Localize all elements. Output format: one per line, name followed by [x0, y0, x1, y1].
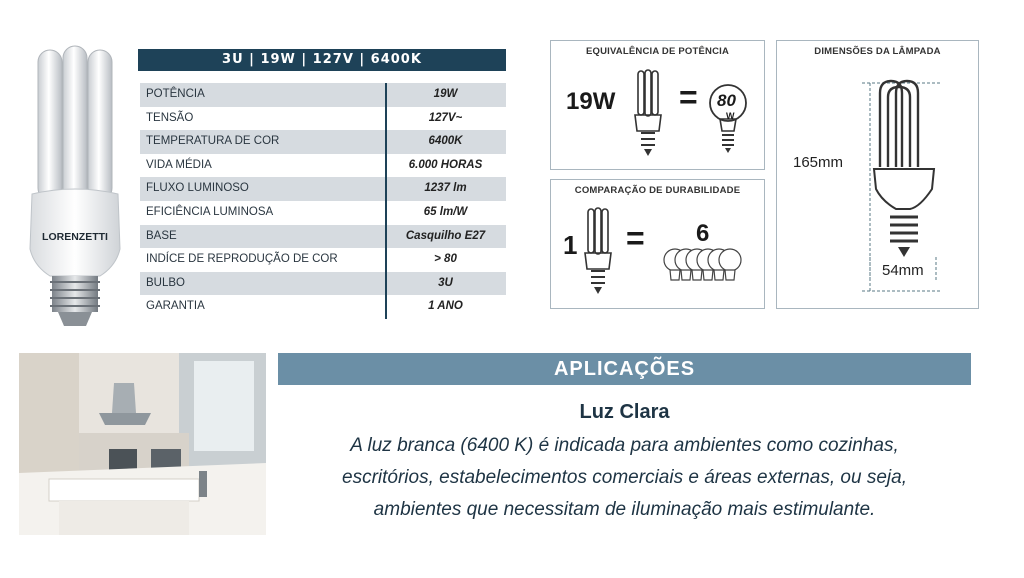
cfl-watts: 19W: [566, 88, 616, 115]
description-line-1: A luz branca (6400 K) é indicada para ambientes como cozinhas,: [350, 435, 899, 456]
spec-divider: [385, 83, 387, 319]
spec-label: TEMPERATURA DE COR: [146, 135, 280, 148]
dimension-width: 54mm: [882, 262, 924, 279]
spec-table: [140, 83, 506, 319]
spec-value: > 80: [434, 253, 457, 266]
spec-label: INDÍCE DE REPRODUÇÃO DE COR: [146, 253, 338, 266]
spec-value: 6.000 HORAS: [408, 158, 483, 171]
power-equivalence-title: EQUIVALÊNCIA DE POTÊNCIA: [585, 46, 730, 57]
spec-label: TENSÃO: [146, 111, 194, 124]
description-line-2: escritórios, estabelecimentos comerciais e áreas externas, ou seja,: [342, 467, 907, 488]
dimension-height: 165mm: [793, 154, 844, 171]
cfl-lamp-icon: [633, 69, 663, 161]
spec-value: Casquilho E27: [405, 229, 486, 242]
applications-description: [278, 430, 971, 526]
spec-row: [140, 107, 506, 131]
durability-title: COMPARAÇÃO DE DURABILIDADE: [574, 185, 741, 196]
spec-value: 1 ANO: [428, 300, 463, 313]
spec-value: 19W: [433, 88, 458, 100]
cfl-lamp-small-icon: [583, 207, 613, 299]
applications-title: Luz Clara: [579, 401, 670, 423]
spec-label: EFICIÊNCIA LUMINOSA: [146, 205, 274, 218]
spec-value: 1237 lm: [424, 182, 467, 195]
spec-row: [140, 272, 506, 296]
spec-label: GARANTIA: [146, 300, 205, 313]
description-line-3: ambientes que necessitam de iluminação mais estimulante.: [373, 499, 876, 520]
power-equals: =: [679, 79, 698, 115]
incandescent-count: 6: [696, 220, 710, 247]
spec-value: 3U: [438, 276, 453, 289]
spec-row: [140, 201, 506, 225]
cfl-count: 1: [563, 230, 578, 260]
dimensions-title: DIMENSÕES DA LÂMPADA: [814, 46, 941, 57]
durability-equals: =: [626, 220, 645, 256]
incandescent-unit: W: [726, 111, 735, 121]
applications-header: APLICAÇÕES: [278, 353, 971, 385]
spec-label: BULBO: [146, 276, 185, 289]
dimensions-box: [776, 40, 979, 309]
incandescent-watts: 80: [717, 91, 736, 110]
spec-label: BASE: [146, 229, 177, 242]
spec-label: POTÊNCIA: [146, 88, 205, 100]
incandescent-lamps-group-icon: [663, 246, 743, 294]
spec-row: [140, 248, 506, 272]
spec-label: VIDA MÉDIA: [146, 158, 212, 171]
durability-box: [550, 179, 765, 309]
spec-label: FLUXO LUMINOSO: [146, 182, 249, 195]
spec-value: 127V~: [428, 111, 463, 124]
spec-row: [140, 83, 506, 107]
spec-row: [140, 154, 506, 178]
spec-value: 65 lm/W: [423, 205, 468, 218]
power-equivalence-box: [550, 40, 765, 170]
spec-row: [140, 130, 506, 154]
spec-row: [140, 225, 506, 249]
spec-row: [140, 295, 506, 319]
spec-row: [140, 177, 506, 201]
spec-header: 3U | 19W | 127V | 6400K: [138, 49, 506, 71]
brand-logo: LORENZETTI: [42, 231, 108, 243]
product-bulb-image: [20, 44, 130, 334]
kitchen-photo: [19, 353, 266, 535]
spec-value: 6400K: [428, 135, 463, 148]
